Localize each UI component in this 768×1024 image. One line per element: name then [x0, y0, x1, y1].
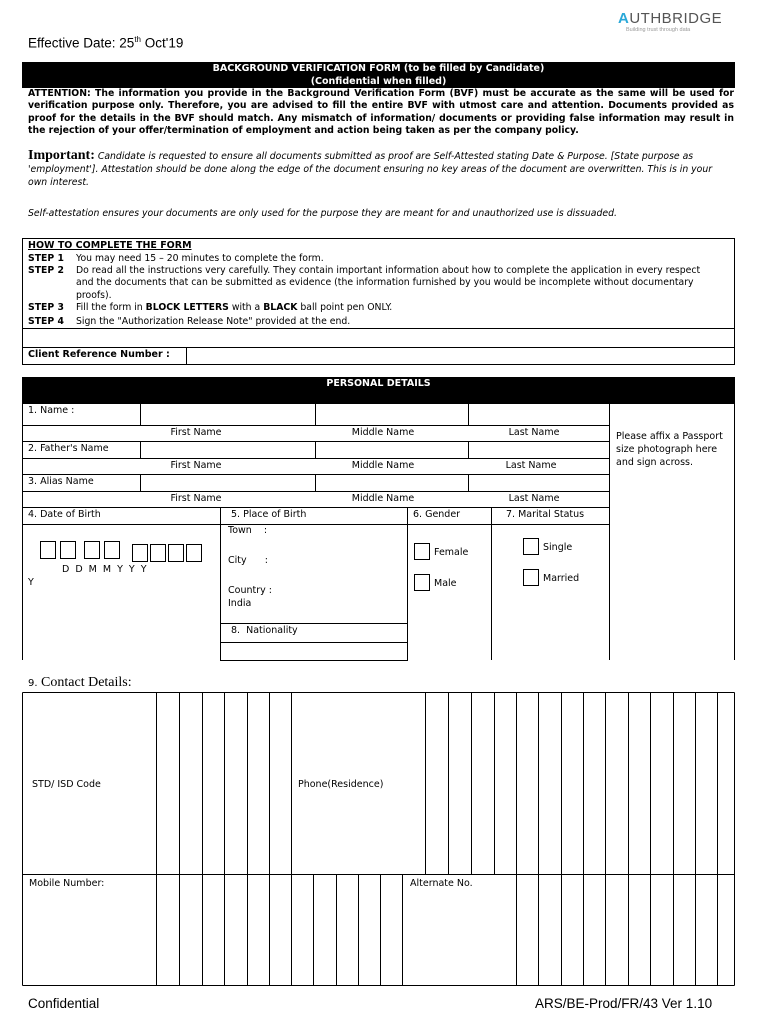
std-isd-label: STD/ ISD Code [32, 779, 101, 790]
female-label: Female [434, 547, 469, 558]
father-last-caption: Last Name [505, 460, 557, 471]
effective-date: Effective Date: 25th Oct'19 [28, 35, 184, 51]
step-2: STEP 2 Do read all the instructions very carefully. They contain important information about how to complete the application in every respect and the documents that can be submitted as evidence (the information furnished by you would be incomplete without documentary proofs). [28, 265, 701, 301]
attention-paragraph: ATTENTION: The information you provide in the Background Verification Form (BVF) must be accurate as the same will be used for verification purpose only. Therefore, you are advised to fill the entire BVF with utmost care and attention. Documents provided as proof for the details in the BVF should match. Any mismatch of information/ documents or providing false information may result in the rejection of your offer/termination of employment and action being taken as per the company policy. [28, 88, 734, 137]
gender-label: 6. Gender [413, 509, 461, 520]
footer-document-id: ARS/BE-Prod/FR/43 Ver 1.10 [535, 996, 713, 1011]
country-value: India [228, 598, 252, 609]
alternate-number-input-boxes[interactable] [516, 875, 733, 984]
std-isd-input-boxes[interactable] [157, 693, 290, 873]
last-name-caption: Last Name [508, 427, 560, 438]
dob-label: 4. Date of Birth [28, 509, 101, 520]
nationality-label: 8. Nationality [231, 625, 298, 636]
single-label: Single [543, 542, 573, 553]
client-reference-label: Client Reference Number : [28, 349, 170, 360]
name-label: 1. Name : [28, 405, 75, 416]
country-label: Country : [228, 585, 272, 596]
male-label: Male [434, 578, 457, 589]
mobile-number-input-boxes[interactable] [157, 875, 402, 984]
form-title: BACKGROUND VERIFICATION FORM (to be filled by Candidate) [212, 63, 545, 74]
step-1: STEP 1 You may need 15 – 20 minutes to complete the form. [28, 253, 324, 264]
phone-residence-label: Phone(Residence) [298, 779, 384, 790]
city-label: City : [228, 555, 268, 566]
father-first-caption: First Name [170, 460, 222, 471]
place-of-birth-label: 5. Place of Birth [231, 509, 307, 520]
alias-last-caption: Last Name [508, 493, 560, 504]
important-paragraph: Important: Candidate is requested to ensure all documents submitted as proof are Self-Attested stating Date & Purpose. [State purpose as 'employment']. Attestation should be done along the edge of the document ensuring no key areas of the document are overwritten. This is in your own interest. [28, 148, 713, 188]
alias-name-label: 3. Alias Name [28, 476, 94, 487]
step-3: STEP 3 Fill the form in BLOCK LETTERS with a BLACK ball point pen ONLY. [28, 302, 393, 313]
dob-format: D D M M Y Y Y [62, 564, 147, 575]
alias-first-caption: First Name [170, 493, 222, 504]
logo-tagline: Building trust through data [626, 27, 691, 33]
phone-residence-input-boxes[interactable] [426, 693, 733, 873]
middle-name-caption: Middle Name [351, 427, 415, 438]
contact-details-title: 9. Contact Details: [28, 675, 132, 690]
logo-mark: A [618, 10, 630, 27]
married-label: Married [543, 573, 580, 584]
mobile-number-label: Mobile Number: [29, 878, 105, 889]
personal-details-heading: PERSONAL DETAILS [22, 377, 735, 403]
father-name-label: 2. Father's Name [28, 443, 109, 454]
alternate-number-label: Alternate No. [410, 878, 473, 889]
footer-confidential: Confidential [28, 996, 100, 1011]
form-confidential-note: (Confidential when filled) [310, 75, 447, 87]
father-middle-caption: Middle Name [351, 460, 415, 471]
town-label: Town : [228, 525, 268, 536]
first-name-caption: First Name [170, 427, 222, 438]
how-to-title: HOW TO COMPLETE THE FORM [28, 240, 192, 251]
self-attestation-note: Self-attestation ensures your documents are only used for the purpose they are meant for and unauthorized use is dissuaded. [28, 208, 617, 219]
alias-middle-caption: Middle Name [351, 493, 415, 504]
logo-text: UTHBRIDGE [629, 10, 723, 27]
dob-format-y: Y [28, 577, 34, 588]
photo-instruction: Please affix a Passport size photograph here and sign across. [616, 431, 723, 468]
marital-status-label: 7. Marital Status [506, 509, 585, 520]
step-4: STEP 4 Sign the "Authorization Release Note" provided at the end. [28, 316, 351, 327]
